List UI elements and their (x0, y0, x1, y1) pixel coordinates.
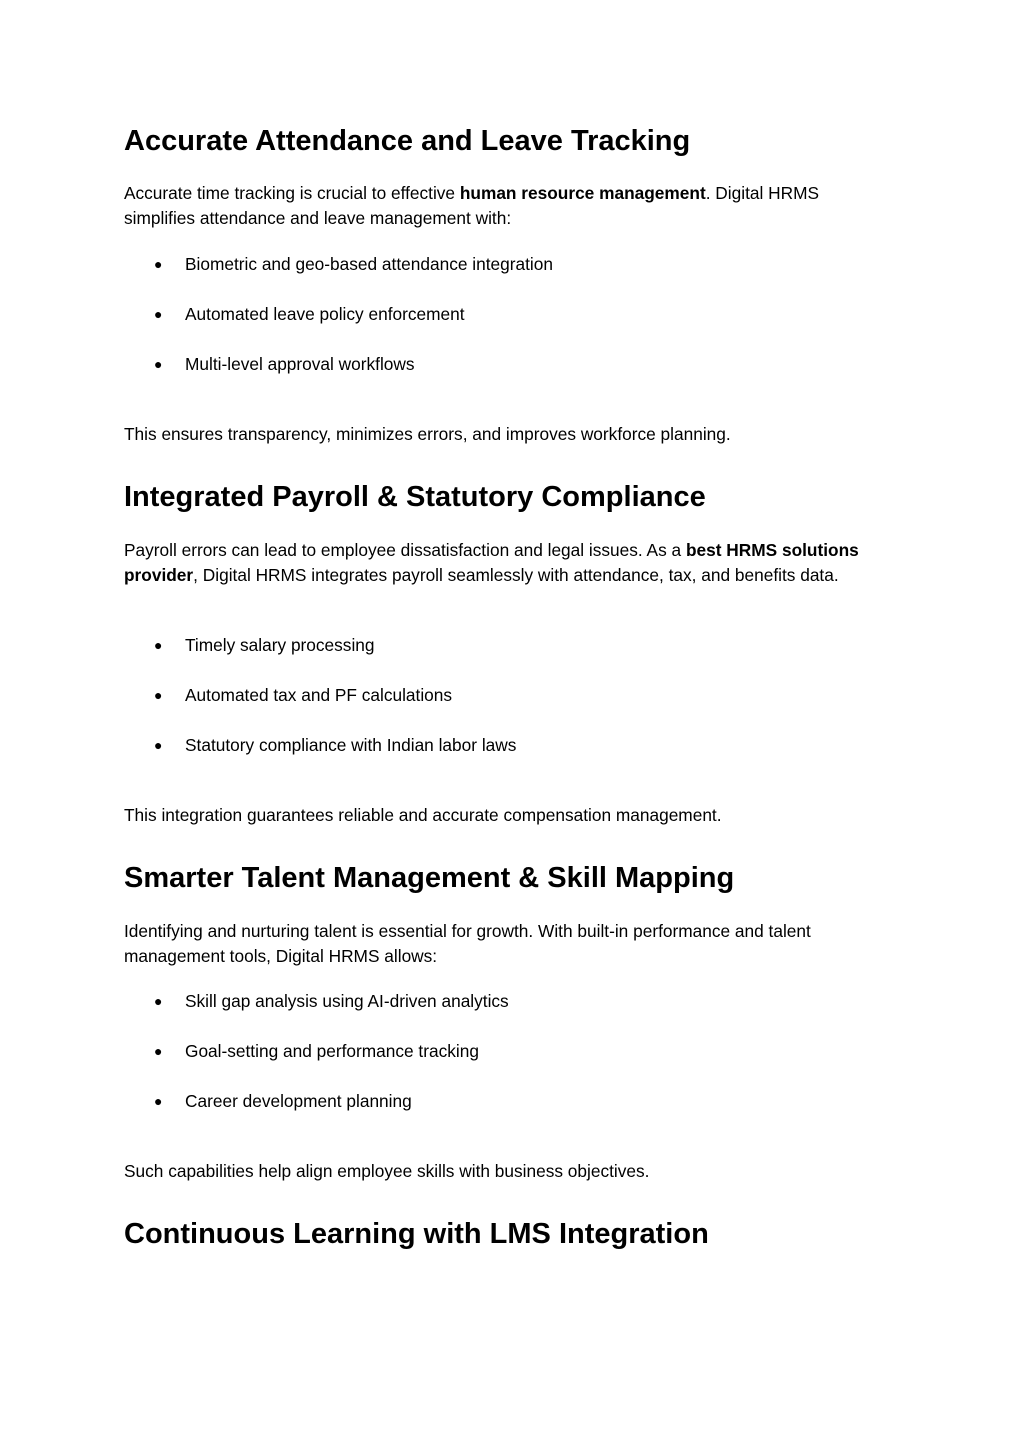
section-heading: Integrated Payroll & Statutory Compliance (124, 481, 706, 513)
bullet-icon: ● (154, 356, 163, 372)
intro-text-continued: . Digital HRMS simplifies attendance and leave management with: (124, 183, 820, 228)
section-intro (124, 181, 894, 231)
intro-bold-text: best HRMS solutions provider (124, 540, 859, 585)
bullet-list (124, 633, 894, 783)
section-intro (124, 538, 894, 588)
bullet-icon: ● (154, 737, 163, 753)
bullet-icon: ● (154, 687, 163, 703)
section-attendance (124, 124, 894, 444)
list-item (124, 733, 894, 783)
list-item-text: Skill gap analysis using AI-driven analytics (185, 991, 509, 1011)
list-item-text: Multi-level approval workflows (185, 354, 415, 374)
bullet-icon: ● (154, 1043, 163, 1059)
bullet-icon: ● (154, 637, 163, 653)
list-item (124, 683, 894, 733)
section-outro: Such capabilities help align employee skills with business objectives. (124, 1161, 650, 1181)
intro-text: Payroll errors can lead to employee dissatisfaction and legal issues. As a (124, 540, 686, 560)
list-item-text: Goal-setting and performance tracking (185, 1041, 479, 1061)
intro-text: Accurate time tracking is crucial to effective (124, 183, 460, 203)
list-item (124, 302, 894, 352)
section-heading: Smarter Talent Management & Skill Mapping (124, 862, 735, 894)
list-item-text: Automated tax and PF calculations (185, 685, 453, 705)
list-item (124, 633, 894, 683)
bullet-list (124, 252, 894, 402)
list-item-text: Automated leave policy enforcement (185, 304, 465, 324)
list-item (124, 1039, 894, 1089)
section-heading: Accurate Attendance and Leave Tracking (124, 125, 691, 157)
section-heading: Continuous Learning with LMS Integration (124, 1218, 709, 1250)
section-talent (124, 861, 894, 1181)
section-payroll (124, 480, 894, 825)
bullet-list (124, 989, 894, 1139)
intro-text-continued: , Digital HRMS integrates payroll seamlessly with attendance, tax, and benefits data. (193, 565, 839, 585)
intro-text: Identifying and nurturing talent is essential for growth. With built-in performance and talent management tools, Digital HRMS allows: (124, 921, 811, 966)
intro-bold-text: human resource management (459, 183, 706, 203)
list-item-text: Biometric and geo-based attendance integration (185, 254, 553, 274)
section-outro: This ensures transparency, minimizes errors, and improves workforce planning. (124, 424, 731, 444)
list-item-text: Career development planning (185, 1091, 412, 1111)
bullet-icon: ● (154, 306, 163, 322)
section-intro (124, 919, 894, 969)
list-item (124, 352, 894, 402)
list-item-text: Timely salary processing (185, 635, 375, 655)
list-item (124, 989, 894, 1039)
list-item (124, 1089, 894, 1139)
section-lms (124, 1217, 894, 1251)
bullet-icon: ● (154, 1093, 163, 1109)
list-item (124, 252, 894, 302)
section-outro: This integration guarantees reliable and accurate compensation management. (124, 805, 722, 825)
bullet-icon: ● (154, 993, 163, 1009)
list-item-text: Statutory compliance with Indian labor laws (185, 735, 517, 755)
bullet-icon: ● (154, 256, 163, 272)
